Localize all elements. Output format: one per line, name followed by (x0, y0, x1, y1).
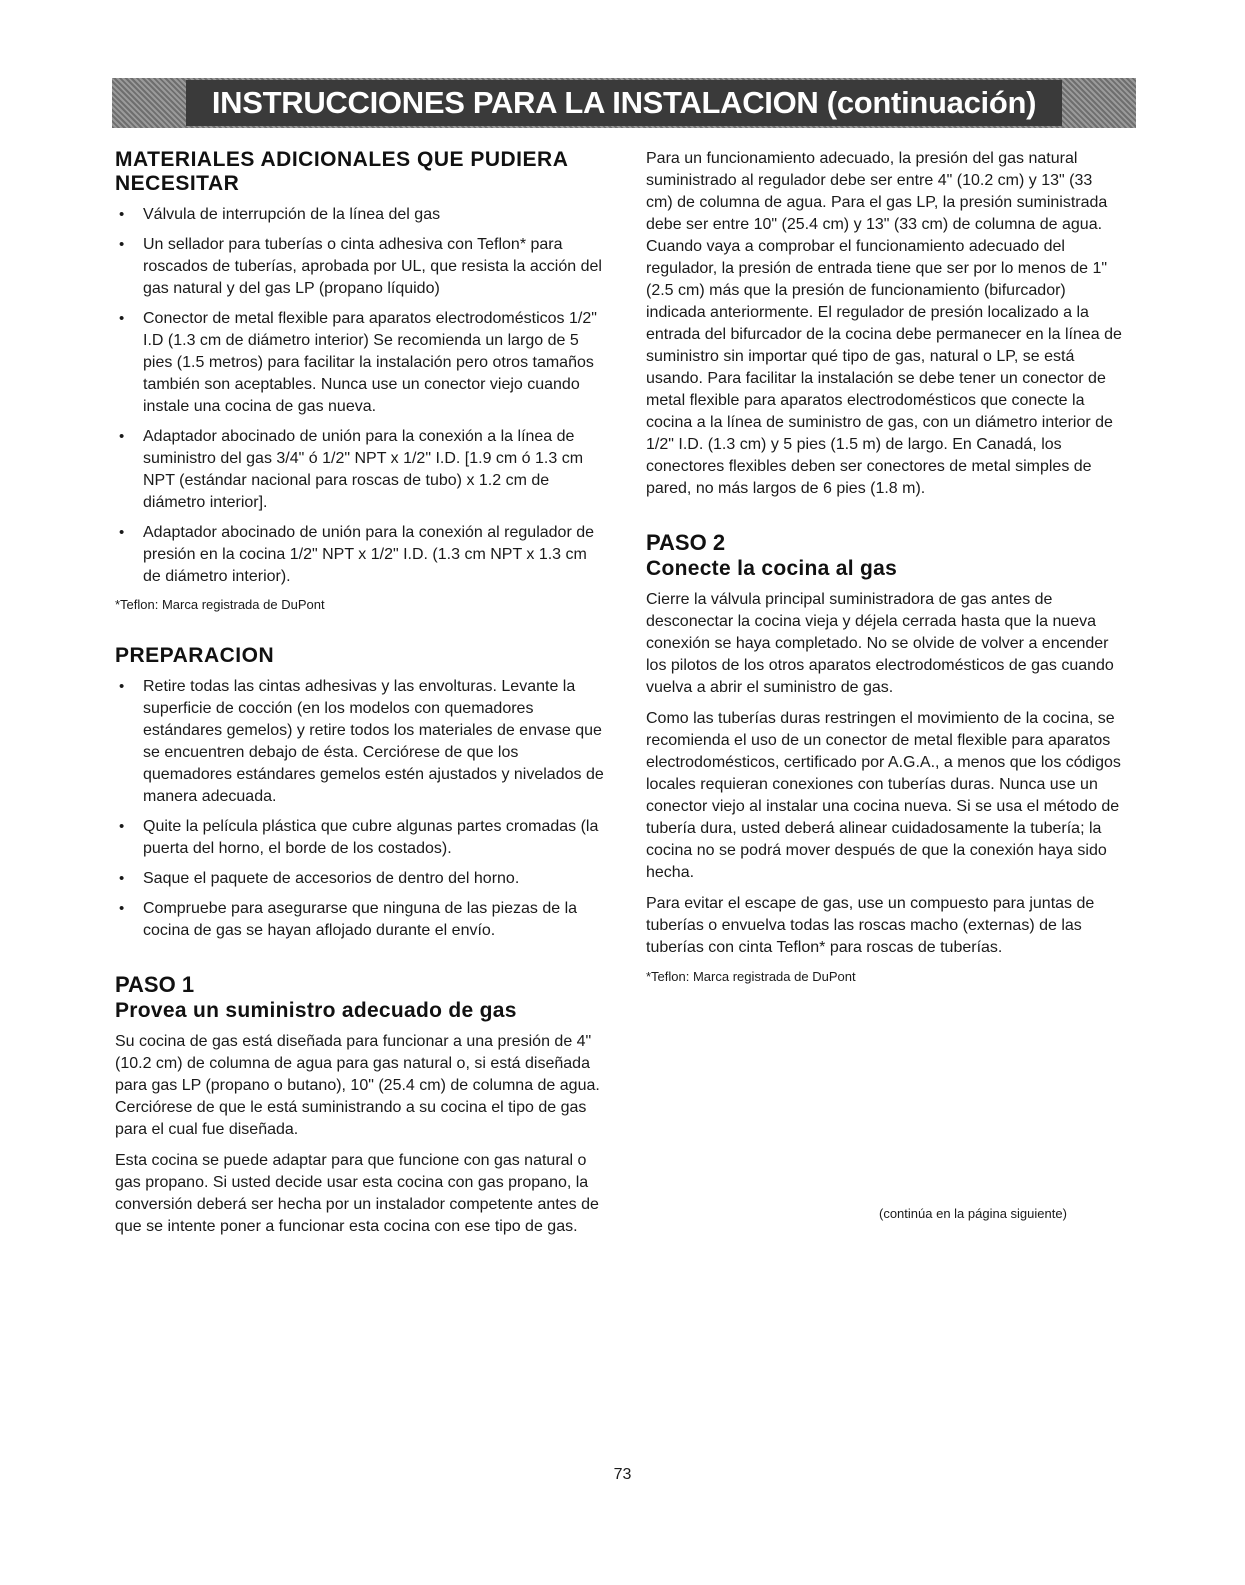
teflon-footnote: *Teflon: Marca registrada de DuPont (115, 597, 325, 612)
step2-label: PASO 2 (646, 530, 726, 555)
page-title: INSTRUCCIONES PARA LA INSTALACION (continuación) (211, 85, 1037, 120)
list-item: • Adaptador abocinado de unión para la conexión al regulador de presión en la cocina 1/2" NPT x 1/2" I.D. (1.3 cm NPT x 1.3 cm de diámetro interior). (115, 522, 605, 588)
page-number: 73 (613, 1466, 632, 1483)
list-item: • Válvula de interrupción de la línea del gas (115, 204, 605, 226)
step2-paragraph: Como las tuberías duras restringen el movimiento de la cocina, se recomienda el uso de un conector de metal flexible para aparatos electrodomésticos, certificado por A.G.A., a menos que los códigos locales requieran conexiones con tuberías duras. Nunca use un conector viejo al instalar una cocina nueva. Si se usa el método de tubería dura, usted deberá alinear cuidadosamente la tubería; la cocina no se podrá mover después de que la conexión haya sido hecha. (646, 710, 1121, 881)
list-item: • Quite la película plástica que cubre algunas partes cromadas (la puerta del horno, el borde de los costados). (115, 816, 605, 860)
list-item: • Retire todas las cintas adhesivas y las envolturas. Levante la superficie de cocción (en los modelos con quemadores estándares gemelos) y retire todos los materiales de envase que se encuentren debajo de ésta. Cerciórese de que los quemadores estándares gemelos estén ajustados y nivelados de manera adecuada. (115, 676, 605, 808)
materials-heading: MATERIALES ADICIONALES QUE PUDIERA NECESITAR (115, 148, 568, 195)
pressure-paragraph: Para un funcionamiento adecuado, la presión del gas natural suministrado al regulador debe ser entre 4" (10.2 cm) y 13" (33 cm) de columna de agua. Para el gas LP, la presión suministrada debe ser entre 10" (25.4 cm) y 13" (33 cm) de columna de agua. Cuando vaya a comprobar el funcionamiento adecuado del regulador, la presión de entrada tiene que ser por lo menos de 1" (2.5 cm) más que la presión de funcionamiento (bifurcador) indicada anteriormente. El regulador de presión localizado a la entrada del bifurcador de la cocina debe permanecer en la línea de suministro sin importar qué tipo de gas, natural o LP, se está usando. Para facilitar la instalación se debe tener un conector de metal flexible para aparatos electrodomésticos que conecte la cocina a la línea de suministro de gas, con un diámetro interior de 1/2" I.D. (1.3 cm) y 5 pies (1.5 m) de largo. En Canadá, los conectores flexibles deben ser conectores de metal simples de pared, no más largos de 6 pies (1.8 m). (646, 150, 1122, 497)
header-banner (112, 78, 1136, 128)
preparation-list (115, 676, 605, 942)
step2-paragraph: Para evitar el escape de gas, use un compuesto para juntas de tuberías o envuelva todas las roscas macho (externas) de las tuberías con cinta Teflon* para roscas de tuberías. (646, 895, 1095, 956)
step1-paragraph: Su cocina de gas está diseñada para funcionar a una presión de 4" (10.2 cm) de columna de agua para gas natural o, si está diseñada para gas LP (propano o butano), 10" (25.4 cm) de columna de agua. Cerciórese de que le está suministrando a su cocina el tipo de gas para el cual fue diseñada. (115, 1033, 600, 1138)
list-item: • Conector de metal flexible para aparatos electrodomésticos 1/2" I.D (1.3 cm de diámetro interior) Se recomienda un largo de 5 pies (1.5 metros) para facilitar la instalación pero otros tamaños también son aceptables. Nunca use un conector viejo cuando instale una cocina de gas nueva. (115, 308, 605, 418)
list-item: • Un sellador para tuberías o cinta adhesiva con Teflon* para roscados de tuberías, aprobada por UL, que resista la acción del gas natural y del gas LP (propano líquido) (115, 234, 605, 300)
step2-title: Conecte la cocina al gas (646, 557, 898, 580)
right-column (646, 148, 1122, 986)
header-title-box (186, 80, 1062, 126)
step2-paragraph: Cierre la válvula principal suministradora de gas antes de desconectar la cocina vieja y déjela cerrada hasta que la nueva conexión se haya completado. No se olvide de volver a encender los pilotos de los otros aparatos electrodomésticos de gas cuando vuelva a abrir el suministro de gas. (646, 591, 1114, 696)
continued-note: (continúa en la página siguiente) (879, 1206, 1067, 1221)
left-column (115, 148, 605, 1247)
preparation-heading: PREPARACION (115, 644, 275, 667)
step1-label: PASO 1 (115, 972, 195, 997)
teflon-footnote: *Teflon: Marca registrada de DuPont (646, 969, 856, 984)
step1-title: Provea un suministro adecuado de gas (115, 999, 517, 1022)
list-item: • Adaptador abocinado de unión para la conexión a la línea de suministro del gas 3/4" ó 1/2" NPT x 1/2" I.D. [1.9 cm ó 1.3 cm NPT (estándar nacional para roscas de tubo) x 1.2 cm de diámetro interior]. (115, 426, 605, 514)
step1-paragraph: Esta cocina se puede adaptar para que funcione con gas natural o gas propano. Si usted decide usar esta cocina con gas propano, la conversión deberá ser hecha por un instalador competente antes de que se intente poner a funcionar esta cocina con ese tipo de gas. (115, 1152, 599, 1235)
list-item: • Compruebe para asegurarse que ninguna de las piezas de la cocina de gas se hayan aflojado durante el envío. (115, 898, 605, 942)
materials-list (115, 204, 605, 588)
list-item: • Saque el paquete de accesorios de dentro del horno. (115, 868, 605, 890)
